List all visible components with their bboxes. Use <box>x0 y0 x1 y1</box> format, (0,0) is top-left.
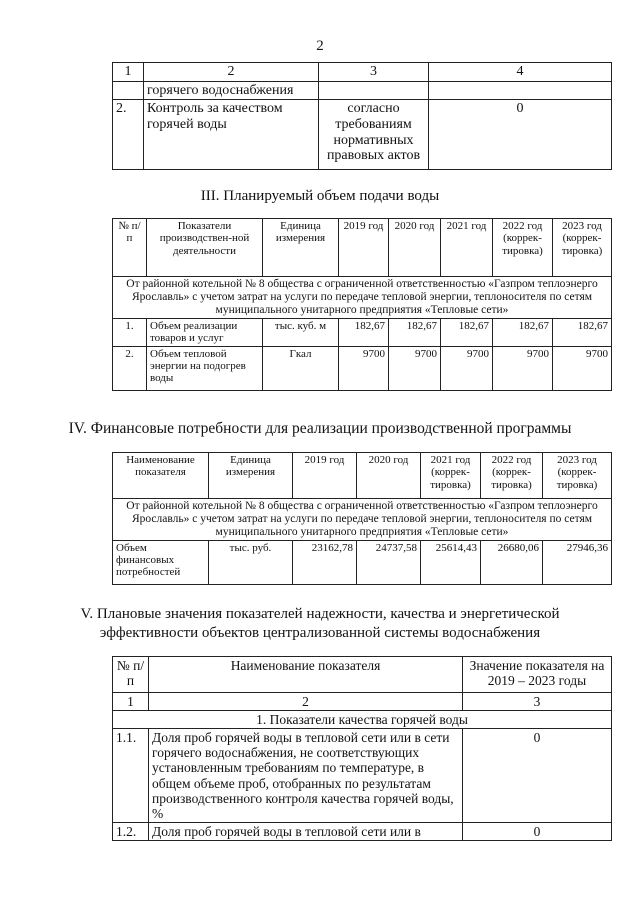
section-5-title-line2: эффективности объектов централизованной системы водоснабжения <box>99 625 541 641</box>
cell-value: 26680,06 <box>481 540 543 584</box>
header-cell: 2022 год (коррек-тировка) <box>493 219 553 277</box>
cell-value: 9700 <box>553 346 612 390</box>
header-cell: № п/п <box>113 657 149 693</box>
cell-value: 9700 <box>339 346 389 390</box>
header-cell: № п/п <box>113 219 147 277</box>
header-cell: 4 <box>429 63 612 82</box>
cell-name: Объем финансовых потребностей <box>113 540 209 584</box>
cell-name: Контроль за качеством горячей воды <box>144 100 319 170</box>
cell-value: 9700 <box>389 346 441 390</box>
cell-unit: Гкал <box>263 346 339 390</box>
cell-value: 182,67 <box>493 318 553 346</box>
cell-value: 9700 <box>493 346 553 390</box>
cell-num <box>113 81 144 100</box>
table-header-row <box>113 63 612 82</box>
span-row <box>113 499 612 541</box>
cell-value: 27946,36 <box>543 540 612 584</box>
header-cell: Наименование показателя <box>113 453 209 499</box>
header-cell: 2022 год (коррек-тировка) <box>481 453 543 499</box>
header-cell: 2019 год <box>339 219 389 277</box>
continuation-table <box>112 62 612 170</box>
cell-value: 182,67 <box>339 318 389 346</box>
cell-name: Доля проб горячей воды в тепловой сети или в <box>149 822 463 840</box>
header-cell: Показатели производствен-ной деятельности <box>147 219 263 277</box>
section-4-title: IV. Финансовые потребности для реализации производственной программы <box>68 420 572 437</box>
table-row <box>113 100 612 170</box>
header-cell: Наименование показателя <box>149 657 463 693</box>
cell-unit: тыс. руб. <box>209 540 293 584</box>
cell-value: 25614,43 <box>421 540 481 584</box>
table-header-row <box>113 219 612 277</box>
cell-value: 182,67 <box>553 318 612 346</box>
table-header-row <box>113 453 612 499</box>
table-row <box>113 346 612 390</box>
cell-value: 9700 <box>441 346 493 390</box>
span-text: От районной котельной № 8 общества с ограниченной ответственностью «Газпром теплоэнерго Ярославль» с учетом затрат на услуги по передаче тепловой энергии, теплоносителя по сетям муниципального унитарного предприятия «Тепловые сети» <box>113 499 612 541</box>
numbers-row <box>113 693 612 711</box>
cell-value: 182,67 <box>389 318 441 346</box>
cell-value <box>429 81 612 100</box>
cell-value: 182,67 <box>441 318 493 346</box>
header-cell: Единица измерения <box>263 219 339 277</box>
number-cell: 1 <box>113 693 149 711</box>
header-cell: 2019 год <box>293 453 357 499</box>
page-number: 2 <box>316 38 324 54</box>
cell-name: Объем тепловой энергии на подогрев воды <box>147 346 263 390</box>
cell-num: 2. <box>113 100 144 170</box>
cell-num: 1. <box>113 318 147 346</box>
cell-basis <box>319 81 429 100</box>
cell-value: 0 <box>463 729 612 823</box>
cell-num: 1.2. <box>113 822 149 840</box>
group-row <box>113 711 612 729</box>
cell-name: Доля проб горячей воды в тепловой сети или в сети горячего водоснабжения, не соответствующих установленным требованиям по температуре, в общем объеме проб, отобранных по результатам производственного контроля качества горячей воды, % <box>149 729 463 823</box>
header-cell: 2023 год (коррек-тировка) <box>553 219 612 277</box>
number-cell: 2 <box>149 693 463 711</box>
header-cell: Значение показателя на 2019 – 2023 годы <box>463 657 612 693</box>
header-cell: Единица измерения <box>209 453 293 499</box>
group-title: 1. Показатели качества горячей воды <box>113 711 612 729</box>
header-cell: 2021 год (коррек-тировка) <box>421 453 481 499</box>
cell-unit: тыс. куб. м <box>263 318 339 346</box>
section-5-title-line1: V. Плановые значения показателей надежности, качества и энергетической <box>80 606 560 622</box>
header-cell: 1 <box>113 63 144 82</box>
cell-name: Объем реализации товаров и услуг <box>147 318 263 346</box>
header-cell: 2020 год <box>357 453 421 499</box>
cell-value: 0 <box>463 822 612 840</box>
header-cell: 2 <box>144 63 319 82</box>
header-cell: 2021 год <box>441 219 493 277</box>
cell-value: 0 <box>429 100 612 170</box>
table-row <box>113 81 612 100</box>
cell-basis: согласно требованиям нормативных правовых актов <box>319 100 429 170</box>
cell-value: 23162,78 <box>293 540 357 584</box>
cell-value: 24737,58 <box>357 540 421 584</box>
cell-num: 2. <box>113 346 147 390</box>
header-cell: 3 <box>319 63 429 82</box>
table-row <box>113 822 612 840</box>
table-header-row <box>113 657 612 693</box>
financial-needs-table <box>112 452 612 585</box>
header-cell: 2023 год (коррек-тировка) <box>543 453 612 499</box>
table-row <box>113 540 612 584</box>
cell-name: горячего водоснабжения <box>144 81 319 100</box>
water-supply-table <box>112 218 612 391</box>
cell-num: 1.1. <box>113 729 149 823</box>
number-cell: 3 <box>463 693 612 711</box>
span-row <box>113 277 612 319</box>
table-row <box>113 729 612 823</box>
span-text: От районной котельной № 8 общества с ограниченной ответственностью «Газпром теплоэнерго Ярославль» с учетом затрат на услуги по передаче тепловой энергии, теплоносителя по сетям муниципального унитарного предприятия «Тепловые сети» <box>113 277 612 319</box>
table-row <box>113 318 612 346</box>
section-3-title: III. Планируемый объем подачи воды <box>200 188 440 204</box>
header-cell: 2020 год <box>389 219 441 277</box>
reliability-indicators-table <box>112 656 612 841</box>
